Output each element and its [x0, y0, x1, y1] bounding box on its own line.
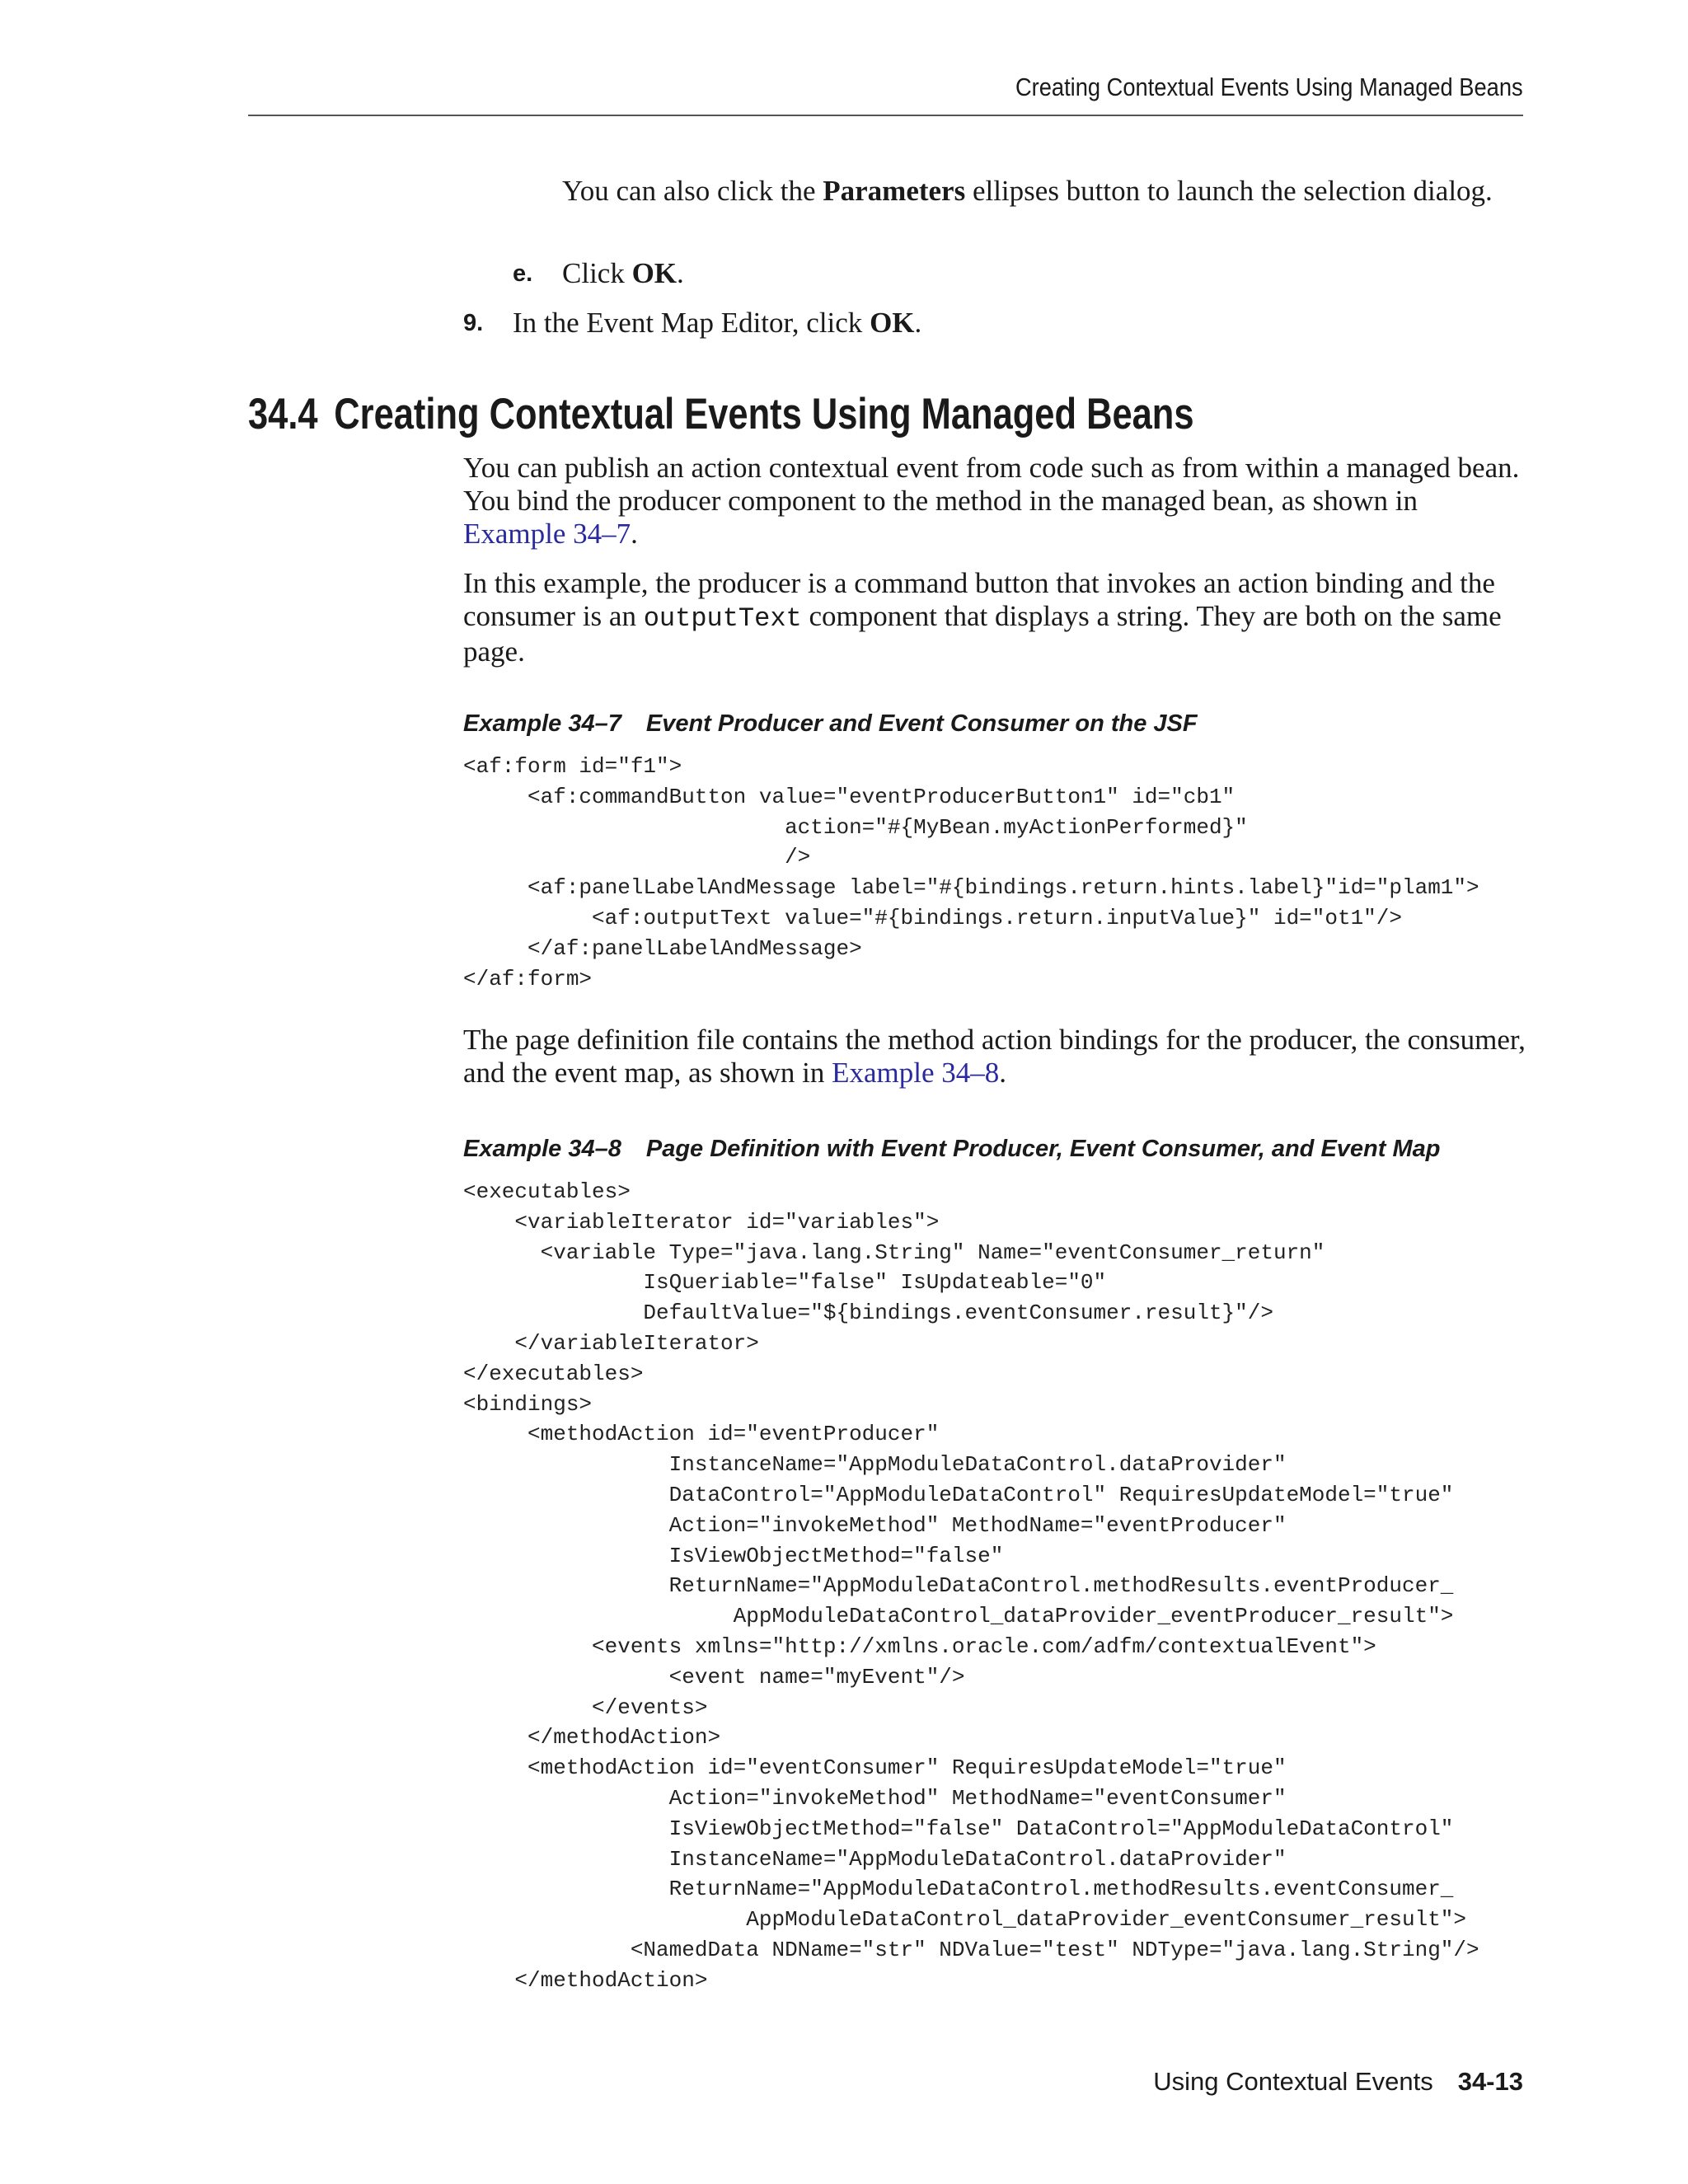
step-e-text-before: Click	[562, 257, 632, 289]
example-34-7-code: <af:form id="f1"> <af:commandButton value="eventProducerButton1" id="cb1" action="#{MyBean.myActionPerformed}" /> <af:panelLabelAndMessage label="#{bindings.return.hints.label}"id="plam1"> <af:outputText value="#{bindings.return.inputValue}" id="ot1"/> </af:panelLabelAndMessage> </af:form>	[463, 754, 1479, 991]
paragraph-2-code: outputText	[643, 603, 802, 634]
step-e-label: e.	[513, 260, 533, 287]
step-9-bold: OK	[870, 307, 915, 339]
example-34-7-caption	[463, 710, 1198, 738]
footer-page-number: 34-13	[1457, 2067, 1523, 2096]
footer-chapter-title: Using Contextual Events	[1153, 2067, 1433, 2096]
paragraph-2-after: component that displays a string. They are both on the same page.	[463, 600, 1502, 668]
section-paragraph-1	[463, 452, 1526, 551]
paragraph-3-text: The page definition file contains the method action bindings for the producer, the consumer, and the event map, as shown in	[463, 1024, 1526, 1089]
example-34-8-link[interactable]: Example 34–8	[832, 1057, 1000, 1089]
running-header: Creating Contextual Events Using Managed Beans	[1015, 73, 1523, 101]
paragraph-1-text: You can publish an action contextual event from code such as from within a managed bean. You bind the producer component to the method in the managed bean, as shown in	[463, 452, 1520, 517]
example-34-8-title: Page Definition with Event Producer, Event Consumer, and Event Map	[645, 1136, 1441, 1162]
step-9-text-before: In the Event Map Editor, click	[513, 307, 870, 339]
step-e-bold: OK	[631, 257, 678, 289]
paragraph-3-end: .	[999, 1057, 1007, 1089]
header-divider	[248, 115, 1523, 116]
example-34-7-link[interactable]: Example 34–7	[463, 518, 631, 550]
section-number: 34.4	[248, 390, 318, 438]
step-d-continuation	[562, 175, 1510, 208]
step-e-text-after: .	[677, 257, 684, 289]
step-d-bold: Parameters	[823, 175, 966, 207]
paragraph-1-end: .	[631, 518, 638, 550]
section-title: Creating Contextual Events Using Managed Beans	[334, 390, 1194, 438]
section-paragraph-2	[463, 567, 1526, 668]
example-34-8-code: <executables> <variableIterator id="variables"> <variable Type="java.lang.String" Name="eventConsumer_return" IsQueriable="false" IsUpdateable="0" DefaultValue="${bindings.eventConsumer.result}"/> </variableIterator> </executables> <bindings> <methodAction id="eventProducer" InstanceName="AppModuleDataControl.dataProvider" DataControl="AppModuleDataControl" RequiresUpdateModel="true" Action="invokeMethod" MethodName="eventProducer" IsViewObjectMethod="false" ReturnName="AppModuleDataControl.methodResults.eventProducer_ AppModuleDataControl_dataProvider_eventProducer_result"> <events xmlns="http://xmlns.oracle.com/adfm/contextualEvent"> <event name="myEvent"/> </events> </methodAction> <methodAction id="eventConsumer" RequiresUpdateModel="true" Action="invokeMethod" MethodName="eventConsumer" IsViewObjectMethod="false" DataControl="AppModuleDataControl" InstanceName="AppModuleDataControl.dataProvider" ReturnName="AppModuleDataControl.methodResults.eventConsumer_ AppModuleDataControl_dataProvider_eventConsumer_result"> <NamedData NDName="str" NDValue="test" NDType="java.lang.String"/> </methodAction>	[463, 1179, 1479, 1993]
example-34-7-label: Example 34–7	[463, 710, 621, 737]
section-paragraph-3	[463, 1024, 1526, 1090]
step-9-label: 9.	[463, 310, 484, 336]
running-footer	[1153, 2067, 1523, 2097]
step-9-text	[513, 307, 921, 340]
example-34-8-label: Example 34–8	[463, 1136, 621, 1162]
step-9-text-after: .	[914, 307, 922, 339]
section-heading	[248, 387, 1194, 442]
paragraph-2-before: In this example, the producer is a command button that invokes an action binding and the consumer is an	[463, 567, 1495, 632]
example-34-8-caption	[463, 1136, 1441, 1163]
step-d-text-after: ellipses button to launch the selection dialog.	[965, 175, 1493, 207]
step-e-text	[562, 257, 684, 290]
example-34-7-title: Event Producer and Event Consumer on the JSF	[645, 710, 1198, 737]
step-d-text-before: You can also click the	[562, 175, 823, 207]
